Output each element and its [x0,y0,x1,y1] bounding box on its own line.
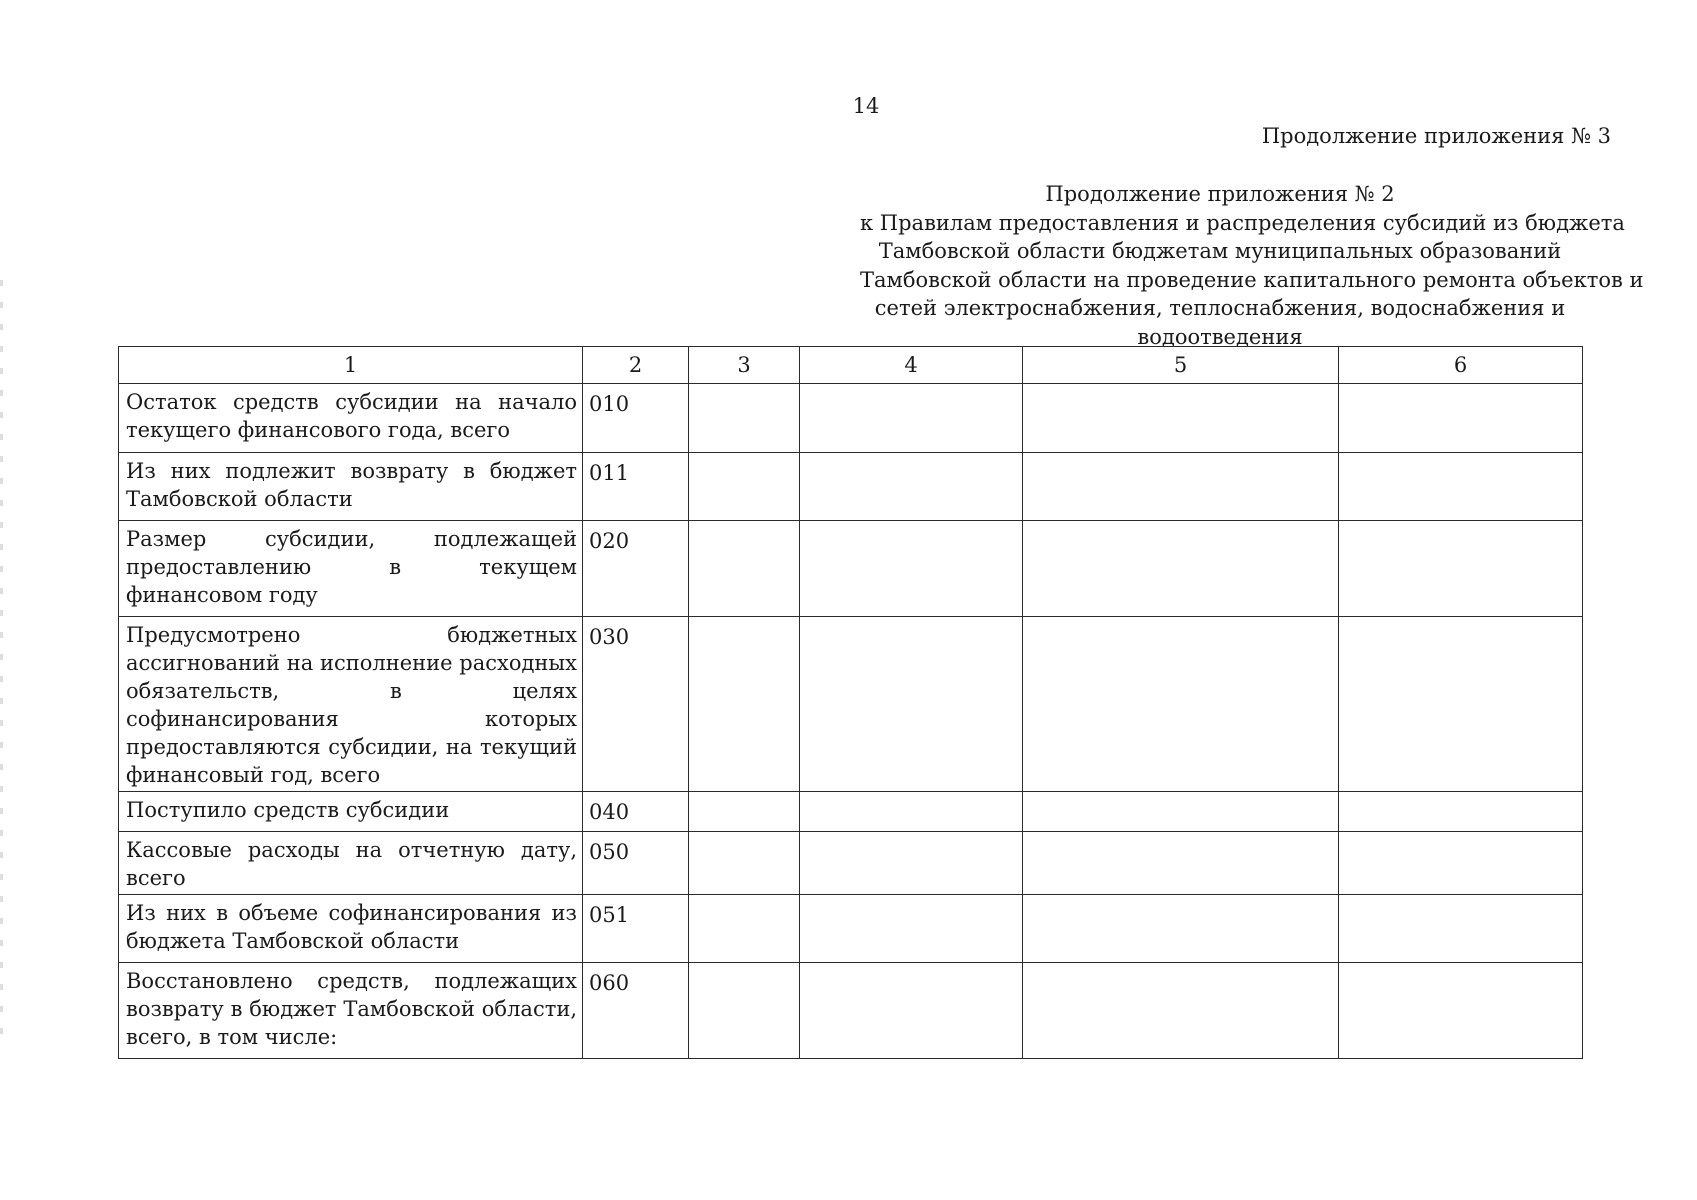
column-header: 4 [800,347,1023,384]
row-code: 060 [583,963,689,1059]
table-row [119,453,1583,521]
table-row [119,617,1583,792]
row-code: 050 [583,832,689,895]
table-cell [1339,963,1583,1059]
table-cell [689,617,800,792]
scan-edge-artifact [0,280,3,1040]
appendix-line: Тамбовской области на проведение капитального ремонта объектов и [860,267,1644,292]
row-description: Поступило средств субсидии [119,792,583,832]
table-cell [1023,617,1339,792]
appendix-line: Тамбовской области бюджетам муниципальных образований [878,239,1562,263]
table-cell [689,453,800,521]
row-code: 020 [583,521,689,617]
table-cell [1339,453,1583,521]
appendix-line: Продолжение приложения № 2 [1045,182,1395,206]
appendix-2-header [860,180,1644,351]
page-number: 14 [852,94,880,118]
table-cell [1023,792,1339,832]
table-cell [800,521,1023,617]
column-header: 2 [583,347,689,384]
table-cell [1023,832,1339,895]
table-row [119,963,1583,1059]
table-cell [800,617,1023,792]
row-code: 051 [583,895,689,963]
table-cell [800,895,1023,963]
column-header: 5 [1023,347,1339,384]
table-cell [689,832,800,895]
table-cell [800,384,1023,453]
row-code: 011 [583,453,689,521]
table-cell [1339,617,1583,792]
table-row [119,792,1583,832]
table-cell [1023,521,1339,617]
table-cell [800,963,1023,1059]
row-code: 040 [583,792,689,832]
column-header: 1 [119,347,583,384]
appendix-line: сетей электроснабжения, теплоснабжения, водоснабжения и [874,296,1566,320]
row-code: 030 [583,617,689,792]
table-header-row [119,347,1583,384]
continuation-appendix-3: Продолжение приложения № 3 [1261,124,1611,148]
table-cell [689,521,800,617]
table-cell [689,384,800,453]
table-cell [800,453,1023,521]
table-cell [1023,895,1339,963]
table-cell [689,963,800,1059]
table-cell [1023,963,1339,1059]
table-cell [689,792,800,832]
table-row [119,521,1583,617]
column-header: 3 [689,347,800,384]
table-cell [1339,895,1583,963]
report-table [118,346,1583,1059]
row-description: Из них подлежит возврату в бюджет Тамбовской области [119,453,583,521]
row-description: Размер субсидии, подлежащей предоставлению в текущем финансовом году [119,521,583,617]
table-cell [1339,792,1583,832]
table-cell [1023,384,1339,453]
row-code: 010 [583,384,689,453]
table-cell [1339,521,1583,617]
row-description: Кассовые расходы на отчетную дату, всего [119,832,583,895]
table-cell [800,832,1023,895]
row-description: Предусмотрено бюджетных ассигнований на исполнение расходных обязательств, в целях софинансирования которых предоставляются субсидии, на текущий финансовый год, всего [119,617,583,792]
appendix-line: водоотведения [1137,324,1303,349]
table-cell [1339,384,1583,453]
table-cell [1023,453,1339,521]
appendix-line: к Правилам предоставления и распределения субсидий из бюджета [860,210,1625,235]
column-header: 6 [1339,347,1583,384]
table-row [119,832,1583,895]
row-description: Из них в объеме софинансирования из бюджета Тамбовской области [119,895,583,963]
table-cell [1339,832,1583,895]
table-row [119,895,1583,963]
row-description: Восстановлено средств, подлежащих возврату в бюджет Тамбовской области, всего, в том числе: [119,963,583,1059]
table-cell [800,792,1023,832]
table-row [119,384,1583,453]
table-cell [689,895,800,963]
row-description: Остаток средств субсидии на начало текущего финансового года, всего [119,384,583,453]
